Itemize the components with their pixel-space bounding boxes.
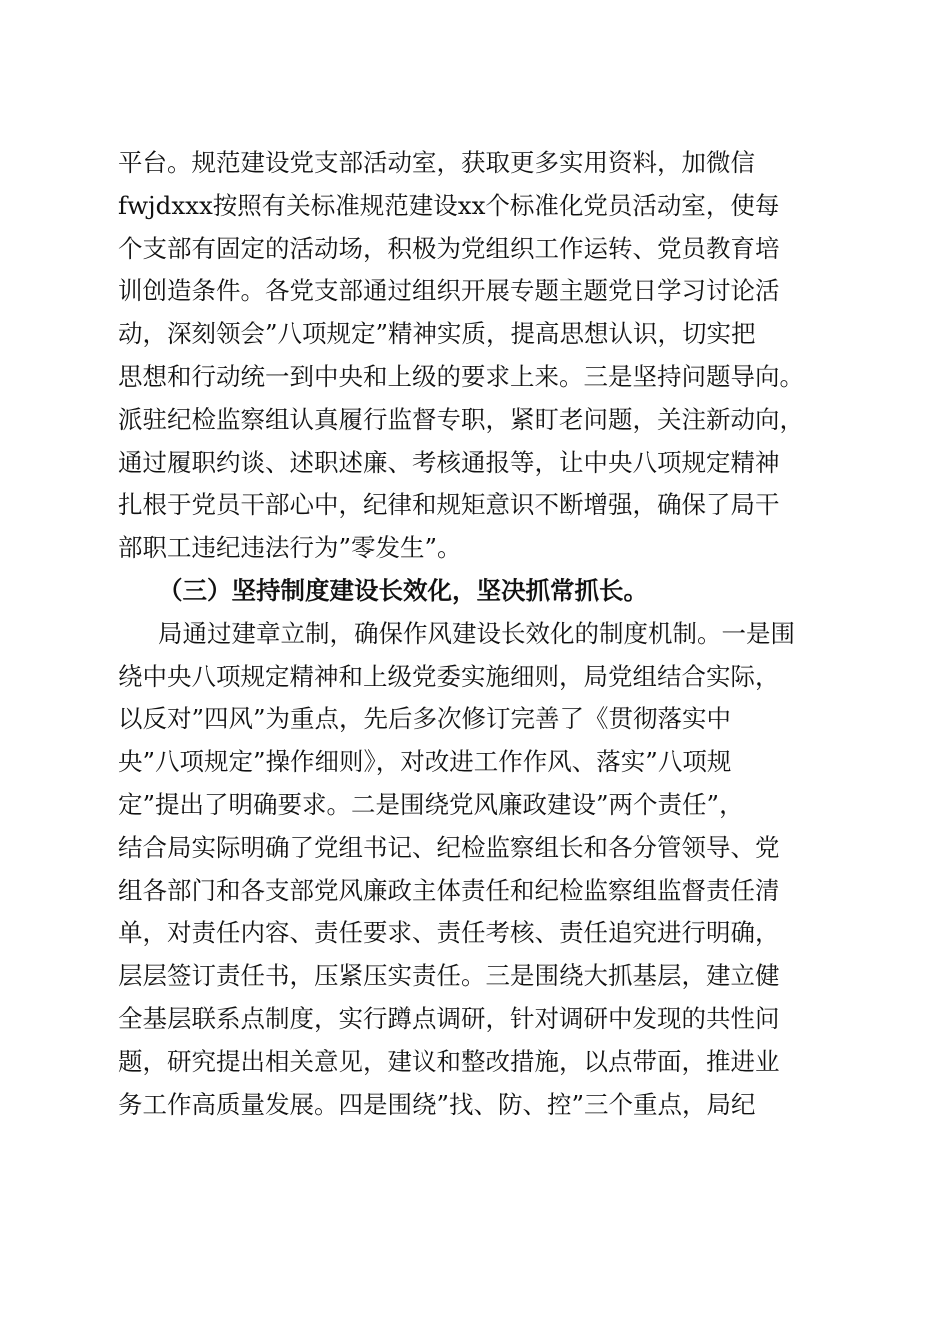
text-line: 思想和行动统一到中央和上级的要求上来。三是坚持问题导向。 [118,361,804,391]
paragraph-first-line: 局通过建章立制，确保作风建设长效化的制度机制。一是围 [158,618,795,648]
text-line: 以反对”四风”为重点，先后多次修订完善了《贯彻落实中 [118,704,732,734]
text-line: 训创造条件。各党支部通过组织开展专题主题党日学习讨论活 [118,276,780,306]
text-line: 结合局实际明确了党组书记、纪检监察组长和各分管领导、党 [118,832,780,862]
text-line: 央”八项规定”操作细则》，对改进工作作风、落实”八项规 [118,747,732,777]
text-line: 部职工违纪违法行为”零发生”。 [118,533,462,563]
text-line: fwjdxxx按照有关标准规范建设xx个标准化党员活动室，使每 [118,190,780,220]
text-line: 定”提出了明确要求。二是围绕党风廉政建设”两个责任”， [118,789,744,819]
text-line: 派驻纪检监察组认真履行监督专职，紧盯老问题，关注新动向， [118,404,804,434]
text-line: 层层签订责任书，压紧压实责任。三是围绕大抓基层，建立健 [118,961,780,991]
text-line: 题，研究提出相关意见，建议和整改措施，以点带面，推进业 [118,1046,780,1076]
text-line: 组各部门和各支部党风廉政主体责任和纪检监察组监督责任清 [118,875,780,905]
text-line: 平台。规范建设党支部活动室，获取更多实用资料，加微信 [118,148,755,177]
text-line: 扎根于党员干部心中，纪律和规矩意识不断增强，确保了局干 [118,490,780,520]
text-line: 全基层联系点制度，实行蹲点调研，针对调研中发现的共性问 [118,1003,780,1033]
section-heading: （三）坚持制度建设长效化，坚决抓常抓长。 [158,575,648,605]
text-line: 动，深刻领会”八项规定”精神实质，提高思想认识，切实把 [118,319,756,349]
text-line: 通过履职约谈、述职述廉、考核通报等，让中央八项规定精神 [118,447,780,477]
text-line: 务工作高质量发展。四是围绕”找、防、控”三个重点，局纪 [118,1089,756,1119]
text-line: 绕中央八项规定精神和上级党委实施细则，局党组结合实际， [118,661,780,691]
text-line: 单，对责任内容、责任要求、责任考核、责任追究进行明确， [118,918,780,948]
document-body [118,142,838,1126]
text-line: 个支部有固定的活动场，积极为党组织工作运转、党员教育培 [118,233,780,263]
